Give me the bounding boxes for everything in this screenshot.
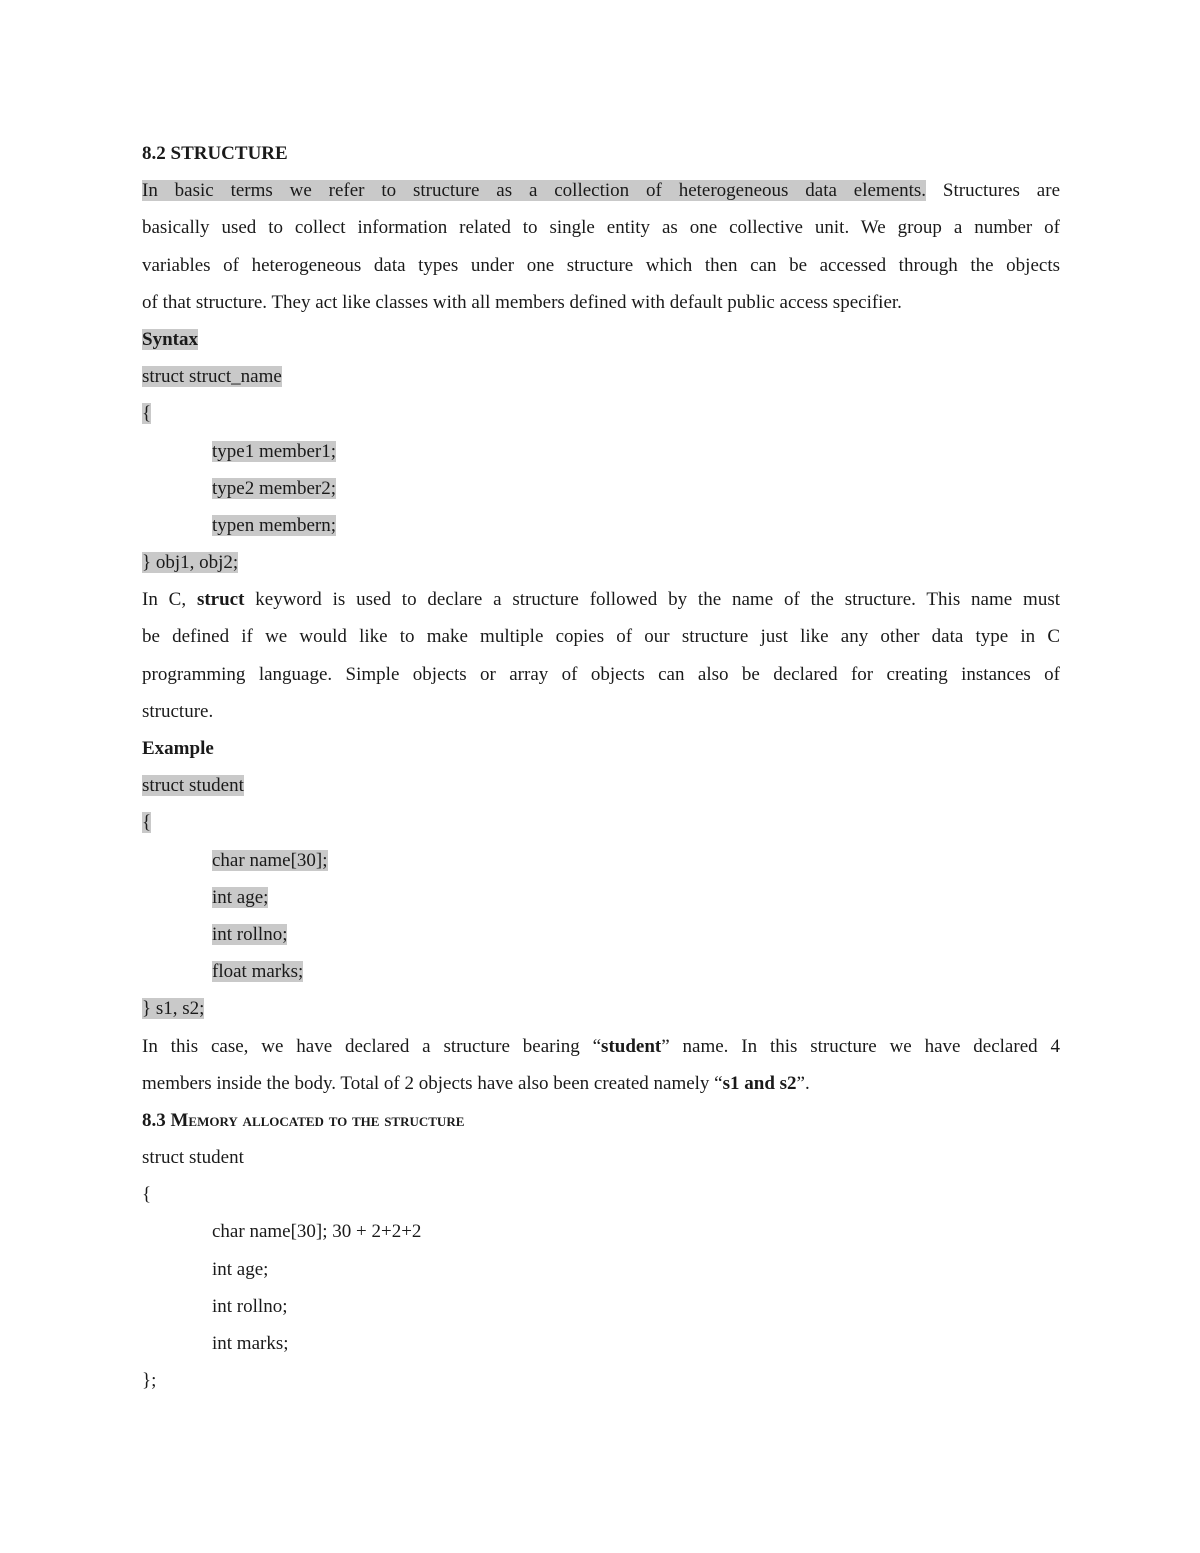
intro-line1-rest: Structures are bbox=[926, 180, 1060, 202]
code-line: int rollno; bbox=[212, 923, 288, 945]
code-line: struct student bbox=[142, 775, 244, 797]
code-line: } obj1, obj2; bbox=[142, 552, 239, 574]
case-paragraph-line-1: In this case, we have declared a structure bearing “student” name. In this structure we have declared 4 bbox=[142, 1035, 1060, 1057]
intro-paragraph-line-1 bbox=[142, 172, 1060, 209]
description-line-2: be defined if we would like to make multiple copies of our structure just like any other data type in C bbox=[142, 626, 1060, 648]
intro-paragraph-line-3: variables of heterogeneous data types under one structure which then can be accessed through the objects bbox=[142, 254, 1060, 276]
struct-keyword: struct bbox=[196, 589, 245, 611]
code-line: typen membern; bbox=[212, 514, 336, 536]
code-line: float marks; bbox=[212, 961, 304, 983]
code-line: char name[30]; 30 + 2+2+2 bbox=[212, 1221, 422, 1243]
code-line: }; bbox=[142, 1370, 157, 1392]
code-line: int rollno; bbox=[212, 1295, 288, 1317]
description-line-1: In C, struct keyword is used to declare a structure followed by the name of the structure. This name must bbox=[142, 589, 1061, 611]
syntax-label: Syntax bbox=[142, 328, 198, 350]
case-paragraph-line-2: members inside the body. Total of 2 objects have also been created namely “s1 and s2”. bbox=[142, 1072, 810, 1094]
description-line-3: programming language. Simple objects or array of objects can also be declared for creating instances of bbox=[142, 663, 1060, 685]
description-line-4: structure. bbox=[142, 700, 214, 722]
objects-term: s1 and s2 bbox=[722, 1072, 797, 1094]
code-line: int age; bbox=[212, 886, 269, 908]
code-line: type2 member2; bbox=[212, 477, 336, 499]
code-line: int age; bbox=[212, 1258, 269, 1280]
code-line: char name[30]; bbox=[212, 849, 328, 871]
intro-paragraph-line-2: basically used to collect information related to single entity as one collective unit. We group a number of bbox=[142, 217, 1060, 239]
intro-highlight: In basic terms we refer to structure as a collection of heterogeneous data elements. bbox=[142, 180, 927, 202]
student-name-term: student bbox=[601, 1035, 662, 1057]
section-heading-8-3: 8.3 Memory allocated to the structure bbox=[142, 1109, 465, 1131]
example-label: Example bbox=[142, 738, 214, 759]
intro-paragraph-line-4: of that structure. They act like classes with all members defined with default public access specifier. bbox=[142, 291, 902, 313]
code-line: int marks; bbox=[212, 1333, 289, 1354]
code-line: struct struct_name bbox=[142, 366, 282, 388]
document-page bbox=[142, 135, 1060, 1399]
code-line: type1 member1; bbox=[212, 440, 336, 462]
code-line: struct student bbox=[142, 1147, 244, 1169]
code-line: { bbox=[142, 812, 152, 834]
code-line: } s1, s2; bbox=[142, 998, 205, 1020]
section-heading-8-2: 8.2 STRUCTURE bbox=[142, 143, 288, 164]
code-line: { bbox=[142, 1184, 152, 1206]
code-line: { bbox=[142, 403, 152, 425]
